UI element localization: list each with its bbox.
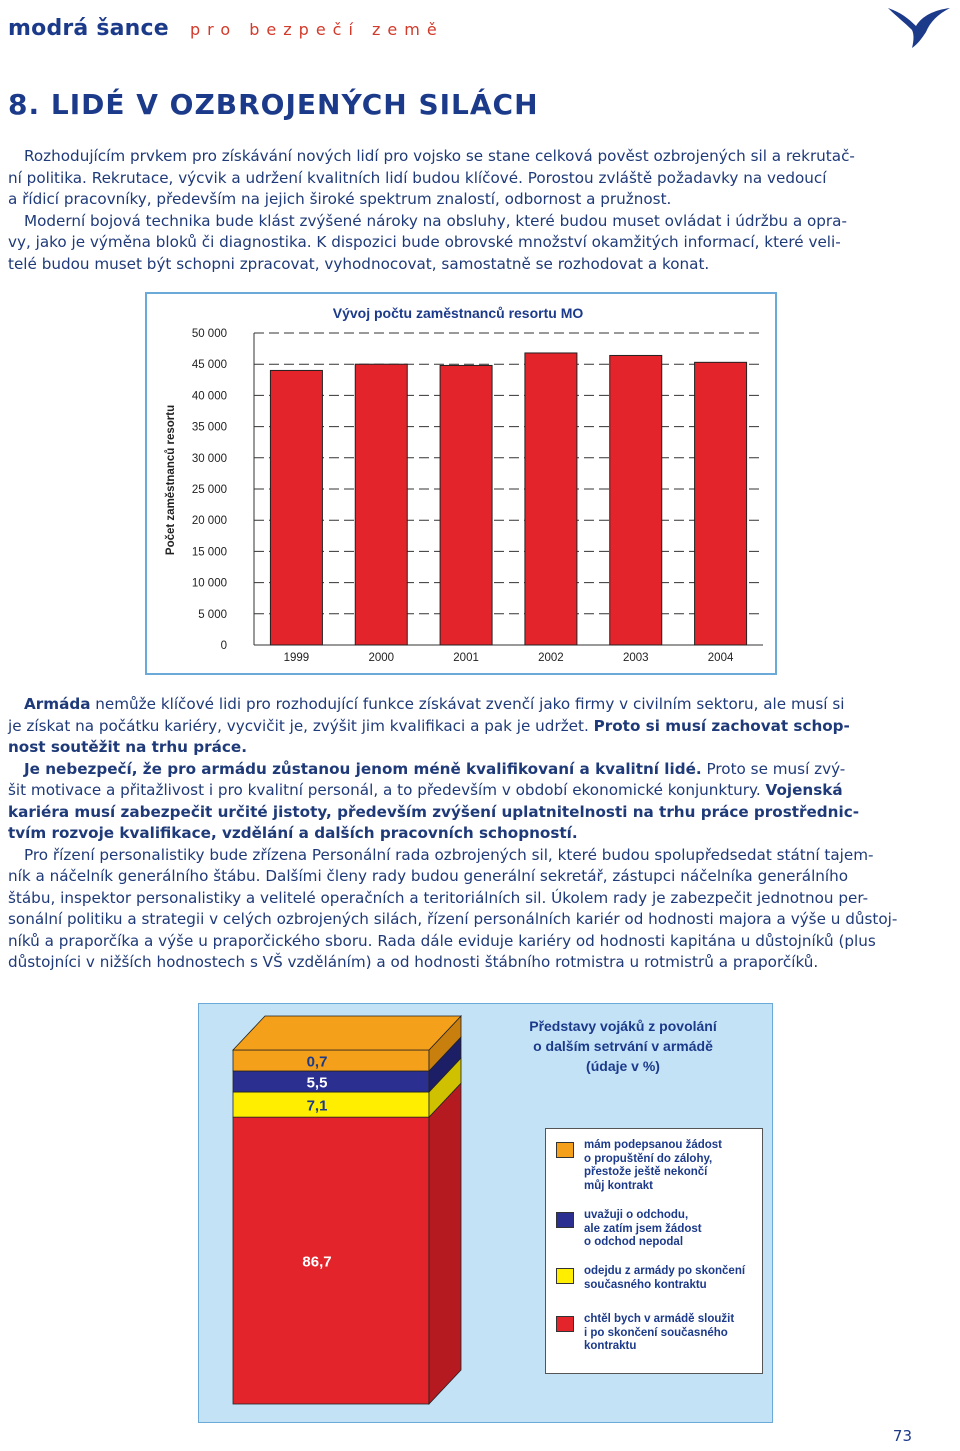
- segment-label: 0,7: [306, 1053, 328, 1071]
- text-run: šit motivace a přitažlivost i pro kvalitní personál, a to především v období ekonomické konjunktury.: [8, 781, 766, 799]
- text-line: Pro řízení personalistiky bude zřízena Personální rada ozbrojených sil, které budou spolupředsedat státní tajem-: [24, 845, 874, 864]
- text-run: nemůže klíčové lidi pro rozhodující funkce získávat zvenčí jako firmy v civilním sektoru, ale musí si: [90, 695, 845, 713]
- text-line: důstojníci v nižších hodnostech s VŠ vzděláním) a od hodnosti štábního rotmistra u rotmistrů a praporčíků.: [8, 953, 819, 971]
- text-line: ní politika. Rekrutace, výcvik a udržení kvalitních lidí budou klíčové. Porostou zvláště požadavky na vedoucí: [8, 168, 827, 187]
- bar-2000: [355, 364, 407, 645]
- y-tick-label: 0: [220, 640, 227, 652]
- bold-text: Je nebezpečí, že pro armádu zůstanou jenom méně kvalifikovaní a kvalitní lidé.: [24, 759, 702, 778]
- bold-text: Proto si musí zachovat schop-: [593, 716, 850, 735]
- bold-text: nost soutěžit na trhu práce.: [8, 738, 247, 756]
- text-line: ník a náčelník generálního štábu. Dalšími členy rady budou generální sekretář, zástupci náčelníka generálního: [8, 867, 849, 885]
- legend-label: [584, 1265, 764, 1292]
- bar-2003: [610, 355, 662, 645]
- legend-line: ale zatím jsem žádost: [584, 1222, 702, 1235]
- page-header: [8, 14, 952, 50]
- legend-swatch: [556, 1268, 574, 1284]
- y-tick-label: 45 000: [191, 359, 227, 372]
- bold-text: Vojenská: [765, 781, 843, 799]
- chart-title: Vývoj počtu zaměstnanců resortu MO: [332, 305, 584, 321]
- stack-segment-side: [429, 1083, 461, 1404]
- stack-segment: [233, 1071, 429, 1092]
- bold-text: Armáda: [24, 695, 91, 713]
- y-tick-label: 25 000: [191, 484, 227, 496]
- legend-line: i po skončení současného: [584, 1326, 728, 1339]
- y-tick-label: 50 000: [191, 328, 227, 340]
- legend-line: o propuštění do zálohy,: [584, 1152, 713, 1165]
- intro-paragraph: [8, 146, 924, 275]
- legend-line: uvažuji o odchodu,: [584, 1209, 689, 1221]
- chart-title-line: o dalším setrvání v armádě: [533, 1038, 713, 1054]
- segment-label: 86,7: [302, 1253, 332, 1271]
- x-tick-label: 1999: [283, 652, 310, 664]
- text-run: Proto se musí zvý-: [701, 759, 846, 778]
- stack-segment: [233, 1092, 429, 1117]
- y-axis-title: Počet zaměstnanců resortu: [165, 404, 177, 556]
- section-title: 8. LIDÉ V OZBROJENÝCH SILÁCH: [8, 88, 539, 121]
- legend-label: [584, 1139, 764, 1194]
- bird-icon: [886, 4, 952, 50]
- legend-swatch: [556, 1142, 574, 1158]
- bar-chart-svg: [147, 294, 775, 673]
- text-line: Moderní bojová technika bude klást zvýšené nároky na obsluhy, které budou muset ovládat i údržbu a opra-: [24, 211, 847, 230]
- x-tick-label: 2002: [538, 652, 564, 664]
- body-paragraph: [8, 694, 924, 974]
- y-tick-label: 35 000: [191, 421, 227, 434]
- y-tick-label: 5 000: [198, 608, 227, 621]
- bar-2004: [695, 362, 747, 645]
- text-run: je získat na počátku kariéry, vycvičit je, zvýšit jim kvalifikaci a pak je udržet.: [8, 716, 594, 735]
- y-tick-label: 20 000: [191, 515, 227, 528]
- text-line: vy, jako je výměna bloků či diagnostika. K dispozici bude obrovské množství okamžitých informací, které veli-: [8, 233, 841, 251]
- y-tick-label: 30 000: [191, 452, 227, 465]
- legend-line: mám podepsanou žádost: [584, 1139, 723, 1151]
- legend-swatch: [556, 1212, 574, 1228]
- career-intentions-chart: [198, 1003, 773, 1423]
- x-tick-label: 2000: [368, 652, 395, 664]
- bold-text: tvím rozvoje kvalifikace, vzdělání a dalších pracovních schopností.: [8, 824, 578, 842]
- x-tick-label: 2004: [707, 652, 734, 664]
- legend-line: můj kontrakt: [584, 1180, 654, 1193]
- chart-title: [501, 1016, 745, 1076]
- legend-line: chtěl bych v armádě sloužit: [584, 1313, 735, 1325]
- y-tick-label: 40 000: [191, 390, 227, 403]
- x-tick-label: 2001: [453, 652, 479, 664]
- legend-label: [584, 1209, 764, 1250]
- legend-line: kontraktu: [584, 1340, 637, 1353]
- chart-title-line: (údaje v %): [586, 1058, 660, 1074]
- text-line: Rozhodujícím prvkem pro získávání nových lidí pro vojsko se stane celková pověst ozbrojených sil a rekrutač-: [24, 147, 855, 165]
- brand-tagline: pro bezpečí země: [190, 20, 444, 39]
- text-line: štábu, inspektor personalistiky a velitelé operačních a teritoriálních sil. Úkolem rady je zabezpečit jednotnou per-: [8, 888, 869, 907]
- bold-text: kariéra musí zabezpečit určité jistoty, především zvýšení uplatnitelnosti na trhu práce prostřednic-: [8, 802, 860, 821]
- segment-label: 5,5: [306, 1074, 328, 1092]
- legend-label: [584, 1313, 764, 1354]
- y-tick-label: 15 000: [191, 546, 227, 559]
- chart-legend: [545, 1128, 763, 1374]
- chart-title-line: Představy vojáků z povolání: [529, 1018, 717, 1034]
- legend-line: přestože ještě nekončí: [584, 1166, 708, 1179]
- legend-line: o odchod nepodal: [584, 1236, 684, 1249]
- bar-1999: [270, 370, 322, 645]
- text-line: a řídicí pracovníky, především na jejich široké spektrum znalostí, odbornost a pružnost.: [8, 190, 672, 208]
- bar-2002: [525, 353, 577, 645]
- bar-2001: [440, 365, 492, 645]
- legend-line: současného kontraktu: [584, 1278, 707, 1291]
- brand-name: modrá šance: [8, 16, 169, 41]
- segment-label: 7,1: [306, 1097, 328, 1115]
- page-number: 73: [892, 1427, 912, 1445]
- text-line: níků a praporčíka a výše u praporčického sboru. Rada dále eviduje kariéry od hodnosti kapitána u důstojníků (plus: [8, 931, 876, 950]
- y-tick-label: 10 000: [191, 577, 227, 590]
- x-tick-label: 2003: [622, 652, 649, 664]
- stack-segment: [233, 1050, 429, 1071]
- legend-line: odejdu z armády po skončení: [584, 1265, 746, 1277]
- text-line: sonální politiku a strategii v celých ozbrojených silách, řízení personálních kariér od hodnosti majora a výše u důstoj-: [8, 910, 898, 928]
- stack-top-face: [233, 1016, 461, 1050]
- employee-count-chart: [145, 292, 777, 675]
- text-line: telé budou muset být schopni zpracovat, vyhodnocovat, samostatně se rozhodovat a konat.: [8, 254, 710, 273]
- legend-swatch: [556, 1316, 574, 1332]
